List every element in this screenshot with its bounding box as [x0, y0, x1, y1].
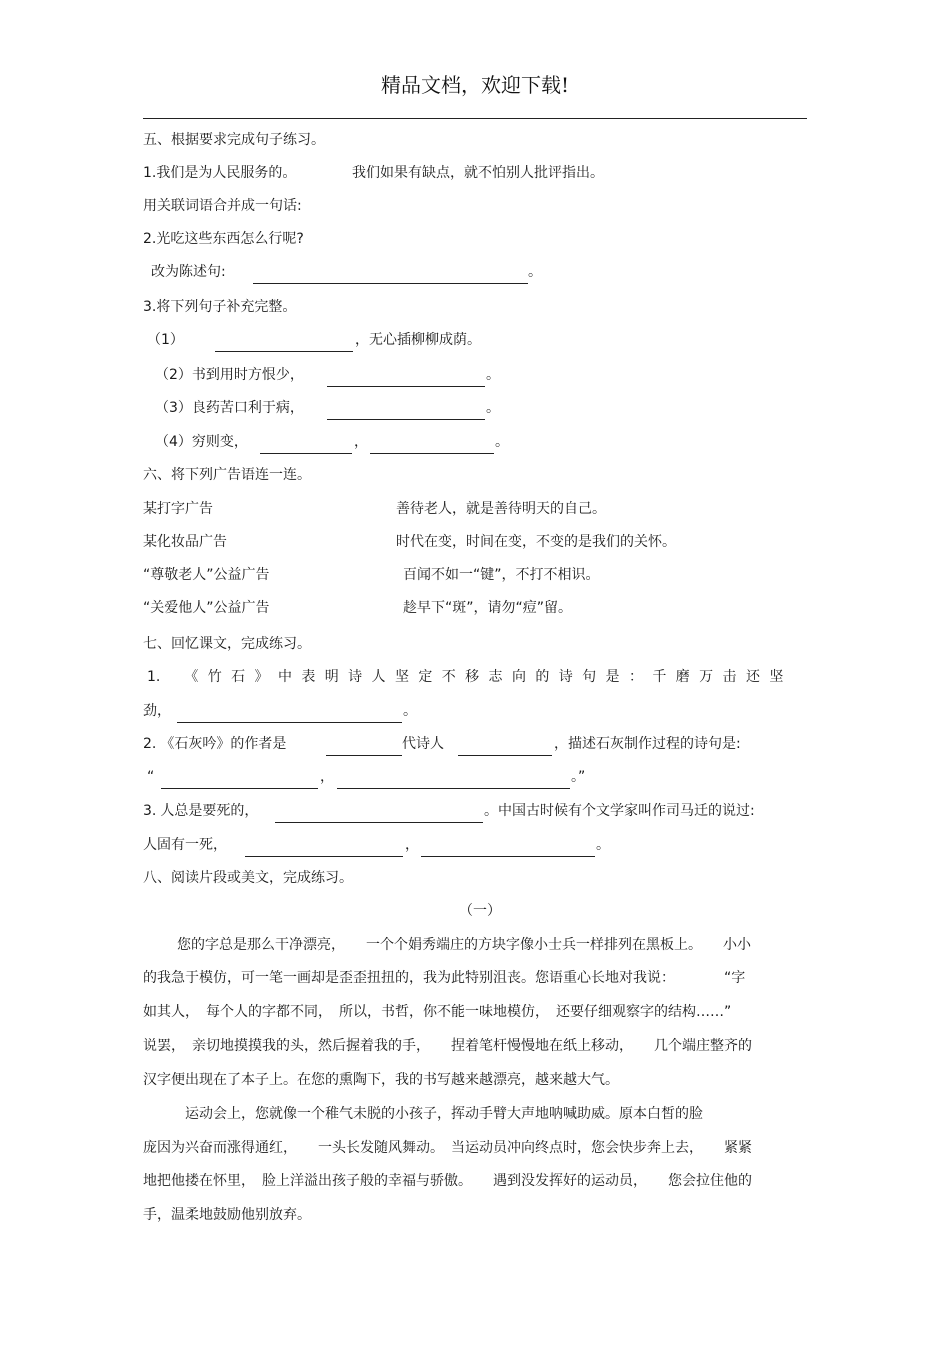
s7-q3-num: 3.: [143, 803, 157, 819]
s7-q3-line: [143, 802, 258, 820]
s5-q3-item2-label: （2）书到用时方恨少，: [155, 367, 304, 383]
s7-q3-tail: 。中国古时候有个文学家叫作司马迁的说过:: [484, 803, 755, 819]
s7-q3-text: 人总是要死的，: [160, 803, 259, 819]
s7-q2-text: 《石灰吟》的作者是: [160, 736, 287, 752]
section5-heading: 五、根据要求完成句子练习。: [143, 132, 325, 148]
s5-q2-instruction: 改为陈述句:: [151, 264, 226, 280]
s7-q1-end: 。: [403, 703, 417, 719]
s5-q3-item2-blank[interactable]: [327, 368, 485, 387]
s8-p2-line-3: 地把他搂在怀里， 脸上洋溢出孩子般的幸福与骄傲。 遇到没发挥好的运动员， 您会拉住他的: [143, 1173, 752, 1189]
s8-p2-line-2: 庞因为兴奋而涨得通红， 一头长发随风舞动。 当运动员冲向终点时，您会快步奔上去， 紧紧: [143, 1140, 752, 1156]
s5-q3-item4-blank-1[interactable]: [260, 435, 352, 454]
s5-q3-item3-end: 。: [486, 400, 500, 416]
s7-q2-blank-line1[interactable]: [161, 770, 318, 789]
s7-q2-blank-line2[interactable]: [337, 770, 570, 789]
s6-left-item-3[interactable]: “尊敬老人”公益广告: [143, 567, 270, 583]
s7-q2-close-quote: 。”: [571, 769, 586, 785]
section6-heading: 六、将下列广告语连一连。: [143, 467, 311, 483]
s5-q3-item4-end: 。: [495, 434, 509, 450]
s5-q2-num: 2.: [143, 231, 157, 247]
s7-q3-line2: 人固有一死，: [143, 837, 227, 853]
s5-q2-line: [143, 230, 304, 248]
section8-heading: 八、阅读片段或美文，完成练习。: [143, 870, 353, 886]
s7-q1-num: 1.: [147, 669, 161, 685]
s8-p1-line-2: 的我急于模仿，可一笔一画却是歪歪扭扭的，我为此特别沮丧。您语重心长地对我说： “字: [143, 970, 746, 986]
header-rule: [143, 118, 807, 119]
s5-q3-item1-blank[interactable]: [215, 333, 353, 352]
section7-heading: 七、回忆课文，完成练习。: [143, 636, 311, 652]
s5-q3-item4-sep: ，: [354, 434, 368, 450]
s8-subtitle: （一）: [459, 903, 501, 919]
s8-p1-line-1: 您的字总是那么干净漂亮， 一个个娟秀端庄的方块字像小士兵一样排列在黑板上。 小小: [177, 937, 751, 953]
s6-left-item-4[interactable]: “关爱他人”公益广告: [143, 600, 270, 616]
s7-q1-cont: 劲，: [143, 703, 171, 719]
s5-q1-instruction: 用关联词语合并成一句话:: [143, 198, 302, 214]
s5-q3-line: [143, 298, 296, 316]
s5-q3-item3-blank[interactable]: [327, 401, 485, 420]
s6-right-item-2[interactable]: 时代在变，时间在变，不变的是我们的关怀。: [396, 534, 676, 550]
s5-q3-item2-end: 。: [486, 367, 500, 383]
s7-q3-end: 。: [596, 837, 610, 853]
s7-q2-tail: ，描述石灰制作过程的诗句是:: [554, 736, 741, 752]
s7-q3-blank-3[interactable]: [421, 838, 595, 857]
s7-q2-comma: ，: [320, 769, 334, 785]
s7-q1-blank[interactable]: [177, 704, 402, 723]
s5-q1-sentence-b: 我们如果有缺点，就不怕别人批评指出。: [352, 165, 604, 181]
s7-q2-blank-dynasty[interactable]: [326, 737, 402, 756]
s5-q2-text: 光吃这些东西怎么行呢?: [156, 231, 304, 247]
s7-q3-comma: ，: [405, 837, 419, 853]
s6-right-item-1[interactable]: 善待老人，就是善待明天的自己。: [396, 501, 606, 517]
s5-q1-sentence-a: 我们是为人民服务的。: [156, 165, 297, 181]
s6-left-item-2[interactable]: 某化妆品广告: [143, 534, 227, 550]
s8-p1-line-4: 说罢， 亲切地摸摸我的头，然后握着我的手， 捏着笔杆慢慢地在纸上移动， 几个端庄整齐的: [143, 1038, 752, 1054]
s5-q3-item4-label: （4）穷则变，: [155, 434, 248, 450]
s5-q1-num: 1.: [143, 165, 157, 181]
s5-q3-item1-label: （1）: [147, 332, 184, 348]
s8-p1-line-3: 如其人， 每个人的字都不同， 所以，书哲，你不能一味地模仿， 还要仔细观察字的结构……”: [143, 1004, 732, 1020]
s5-q3-item4-blank-2[interactable]: [370, 435, 494, 454]
s6-right-item-4[interactable]: 趁早下“斑”，请勿“痘”留。: [403, 600, 573, 616]
s6-left-item-1[interactable]: 某打字广告: [143, 501, 213, 517]
s7-q3-blank-2[interactable]: [245, 838, 403, 857]
s7-q1-line: [147, 668, 793, 686]
s7-q2-mid: 代诗人: [402, 736, 444, 752]
s5-q3-text: 将下列句子补充完整。: [156, 299, 297, 315]
s7-q2-open-quote: “: [147, 769, 155, 785]
s5-q3-item3-label: （3）良药苦口利于病，: [155, 400, 304, 416]
s7-q3-blank[interactable]: [275, 804, 483, 823]
s5-q3-item1-after: ，无心插柳柳成荫。: [355, 332, 481, 348]
s8-p1-line-5: 汉字便出现在了本子上。在您的熏陶下，我的书写越来越漂亮，越来越大气。: [143, 1072, 619, 1088]
s8-p2-line-4: 手，温柔地鼓励他别放弃。: [143, 1207, 311, 1223]
s7-q2-line: [143, 735, 286, 753]
s5-q3-num: 3.: [143, 299, 157, 315]
s5-q2-end: 。: [528, 264, 542, 280]
s7-q1-text: 《竹石》中表明诗人坚定不移志向的诗句是：千磨万击还坚: [184, 669, 793, 685]
s8-p2-line-1: 运动会上，您就像一个稚气未脱的小孩子，挥动手臂大声地呐喊助威。原本白皙的脸: [185, 1106, 703, 1122]
s7-q2-blank-poet[interactable]: [458, 737, 552, 756]
s5-q1-line: [143, 164, 296, 182]
s6-right-item-3[interactable]: 百闻不如一“键”，不打不相识。: [403, 567, 600, 583]
page-header: 精品文档，欢迎下载!: [380, 73, 570, 97]
s7-q2-num: 2.: [143, 736, 157, 752]
s5-q2-answer-blank[interactable]: [253, 265, 528, 284]
